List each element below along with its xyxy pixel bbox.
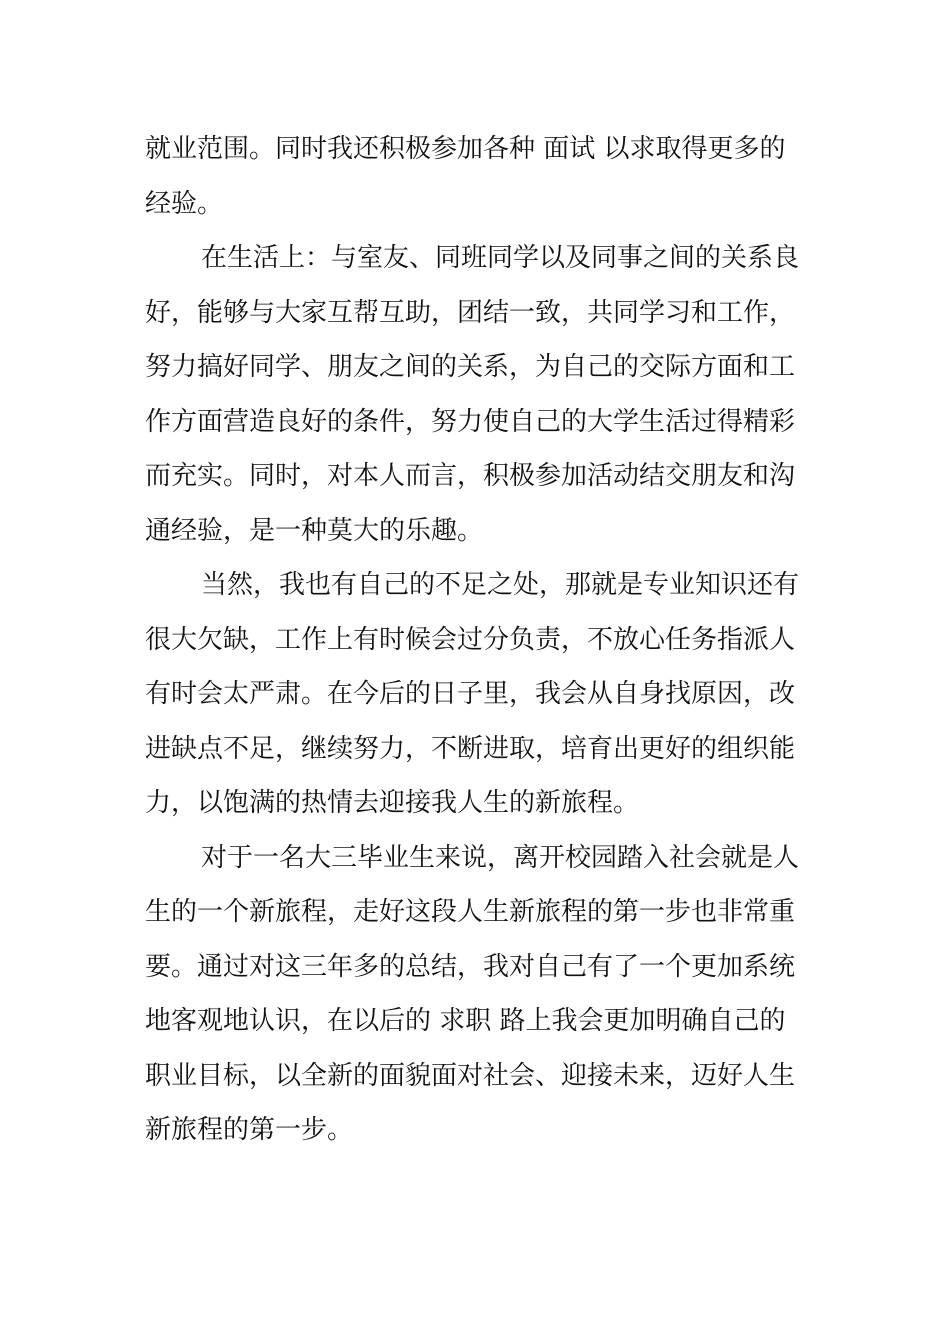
paragraph (145, 231, 810, 558)
paragraph-line: 对于一名大三毕业生来说，离开校园踏入社会就是人 (201, 842, 800, 873)
paragraph-line: 生的一个新旅程，走好这段人生新旅程的第一步也非常重 (145, 897, 796, 927)
paragraph-line: 有时会太严肃。在今后的日子里，我会从自身找原因，改 (145, 679, 796, 709)
paragraph-line: 进缺点不足，继续努力，不断进取，培育出更好的组织能 (145, 733, 796, 764)
paragraph-line: 通经验，是一种莫大的乐趣。 (145, 515, 484, 546)
paragraph-line: 职业目标，以全新的面貌面对社会、迎接未来，迈好人生 (145, 1060, 796, 1091)
paragraph-line: 努力搞好同学、朋友之间的关系，为自己的交际方面和工 (145, 352, 796, 382)
paragraph-line: 而充实。同时，对本人而言，积极参加活动结交朋友和沟 (145, 461, 796, 491)
paragraph-line: 在生活上：与室友、同班同学以及同事之间的关系良 (201, 243, 800, 273)
document-body (145, 122, 810, 1158)
paragraph-line: 经验。 (145, 188, 224, 219)
paragraph-line: 力，以饱满的热情去迎接我人生的新旅程。 (145, 788, 640, 818)
paragraph-line: 好，能够与大家互帮互助，团结一致，共同学习和工作， (145, 297, 796, 328)
paragraph-line: 新旅程的第一步。 (145, 1115, 354, 1145)
paragraph-line: 当然，我也有自己的不足之处，那就是专业知识还有 (201, 570, 800, 600)
paragraph-line: 很大欠缺，工作上有时候会过分负责，不放心任务指派人 (145, 624, 796, 655)
paragraph (145, 558, 810, 831)
paragraph (145, 831, 810, 1158)
paragraph-line: 作方面营造良好的条件，努力使自己的大学生活过得精彩 (145, 406, 796, 437)
paragraph-line: 就业范围。同时我还积极参加各种 面试 以求取得更多的 (145, 134, 786, 164)
paragraph (145, 122, 810, 231)
paragraph-line: 要。通过对这三年多的总结，我对自己有了一个更加系统 (145, 951, 796, 982)
paragraph-line: 地客观地认识，在以后的 求职 路上我会更加明确自己的 (145, 1006, 786, 1036)
